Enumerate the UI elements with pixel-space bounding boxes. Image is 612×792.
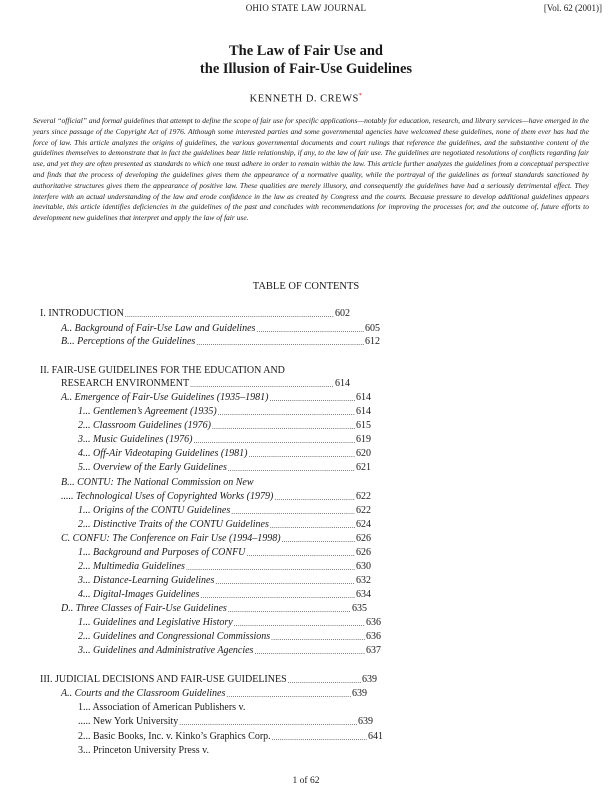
toc-dot-leader [231, 505, 355, 517]
toc-entry [61, 392, 371, 404]
toc-entry-text: 5... Overview of the Early Guidelines [78, 462, 227, 473]
toc-page-number: 639 [362, 674, 377, 685]
toc-entry-text: II. FAIR-USE GUIDELINES FOR THE EDUCATION AND [40, 365, 285, 376]
toc-entry [78, 462, 371, 474]
toc-entry [78, 645, 381, 657]
author-footnote-link[interactable]: * [358, 93, 363, 99]
toc-page-number: 636 [366, 617, 381, 628]
toc-entry-text: 1... Guidelines and Legislative History [78, 617, 233, 628]
toc-entry-text: A.. Courts and the Classroom Guidelines [61, 688, 226, 699]
toc-dot-leader [125, 308, 334, 320]
toc-entry-text: ..... New York University [78, 716, 179, 727]
toc-entry-text: A.. Background of Fair-Use Law and Guidelines [61, 323, 256, 334]
toc-page-number: 636 [366, 631, 381, 642]
toc-entry [40, 365, 380, 377]
abstract: Several “official” and formal guidelines that attempt to define the scope of fair use for specific applications—notably for education, research, and library services—have emerged in the years since passage of the Copyright Act of 1976. Although some interested parties and some governmental agencies have welcomed these guidelines, none of them ever has had the force of law. This article analyzes the origins of guidelines, the various governmental documents and court rulings that reference the guidelines, and the substantive content of the guidelines themselves to demonstrate that in fact the guidelines bear little relationship, if any, to the law of fair use. The guidelines are negotiated resolutions of conflicts regarding fair use, and yet they are often presented as standards to which one must adhere in order to remain within the law. This article further analyzes the guidelines from a conceptual perspective and finds that the process of developing the guidelines gives them the appearance of a normative quality, while the portrayal of the guidelines as formal standards sanctioned by authoritative structures gives them the appearance of positive law. These qualities are merely illusory, and consequently the guidelines have had a seriously detrimental effect. They interfere with an actual understanding of the law and erode confidence in the law as created by Congress and the courts. Because pressure to develop additional guidelines appears inevitable, this article identifies deficiencies in the guidelines of the past and concludes with recommendations for improving the processes for, and the outcome of, future efforts to development new guidelines that interpret and apply the law of fair use. [33, 116, 589, 223]
toc-dot-leader [270, 519, 355, 531]
toc-page-number: 602 [335, 308, 350, 319]
toc-entry [61, 336, 380, 348]
toc-dot-leader [234, 617, 365, 629]
volume-info: [Vol. 62 (2001)] [543, 3, 602, 13]
journal-name: OHIO STATE LAW JOURNAL [245, 3, 367, 13]
toc-entry-text: B... CONTU: The National Commission on New [61, 477, 254, 488]
toc-entry-text: 4... Off-Air Videotaping Guidelines (1981) [78, 448, 248, 459]
title-line-1: The Law of Fair Use and [228, 43, 383, 59]
toc-page-number: 621 [356, 462, 371, 473]
toc-dot-leader [212, 420, 355, 432]
toc-entry-text: 3... Guidelines and Administrative Agencies [78, 645, 254, 656]
toc-entry-text: 3... Distance-Learning Guidelines [78, 575, 215, 586]
toc-entry [78, 731, 383, 743]
toc-page-number: 619 [356, 434, 371, 445]
toc-entry [78, 716, 373, 728]
toc-entry-text: III. JUDICIAL DECISIONS AND FAIR-USE GUIDELINES [40, 674, 287, 685]
toc-dot-leader [246, 547, 355, 559]
toc-dot-leader [200, 589, 355, 601]
toc-entry-text: 2... Basic Books, Inc. v. Kinko’s Graphics Corp. [78, 731, 271, 742]
toc-entry [78, 505, 371, 517]
toc-entry-text: D.. Three Classes of Fair-Use Guidelines [61, 603, 227, 614]
toc-entry-text: RESEARCH ENVIRONMENT [61, 378, 190, 389]
toc-page-number: 626 [356, 533, 371, 544]
toc-dot-leader [190, 378, 334, 390]
toc-entry [61, 688, 367, 700]
toc-page-number: 605 [365, 323, 380, 334]
toc-dot-leader [196, 336, 364, 348]
toc-page-number: 612 [365, 336, 380, 347]
toc-dot-leader [288, 674, 361, 686]
toc-entry-text: 2... Distinctive Traits of the CONTU Guidelines [78, 519, 269, 530]
toc-entry [61, 323, 380, 335]
toc-dot-leader [274, 491, 355, 503]
toc-entry [78, 547, 371, 559]
toc-dot-leader [186, 561, 355, 573]
toc-entry [78, 406, 371, 418]
toc-page-number: 626 [356, 547, 371, 558]
toc-entry [61, 603, 367, 615]
toc-dot-leader [272, 731, 367, 743]
toc-entry-text: 1... Association of American Publishers v. [78, 702, 246, 713]
toc-entry-text: A.. Emergence of Fair-Use Guidelines (1935–1981) [61, 392, 269, 403]
toc-dot-leader [226, 688, 351, 700]
toc-heading: TABLE OF CONTENTS [252, 281, 360, 292]
toc-page-number: 624 [356, 519, 371, 530]
toc-entry [61, 491, 371, 503]
toc-entry-text: 2... Guidelines and Congressional Commissions [78, 631, 271, 642]
toc-entry [78, 519, 371, 531]
toc-dot-leader [218, 406, 355, 418]
article-title [0, 42, 612, 78]
toc-entry-text: C. CONFU: The Conference on Fair Use (1994–1998) [61, 533, 281, 544]
toc-page-number: 639 [358, 716, 373, 727]
toc-page-number: 622 [356, 491, 371, 502]
toc-dot-leader [271, 631, 365, 643]
toc-entry [78, 631, 381, 643]
toc-dot-leader [179, 716, 357, 728]
toc-dot-leader [256, 323, 364, 335]
toc-entry [61, 477, 361, 489]
toc-entry-text: 2... Classroom Guidelines (1976) [78, 420, 211, 431]
toc-page-number: 637 [366, 645, 381, 656]
title-line-2: the Illusion of Fair-Use Guidelines [199, 61, 413, 77]
toc-page-number: 639 [352, 688, 367, 699]
toc-entry [78, 575, 371, 587]
toc-entry [40, 674, 377, 686]
toc-page-number: 630 [356, 561, 371, 572]
toc-entry-text: B... Perceptions of the Guidelines [61, 336, 196, 347]
toc-entry-text: I. INTRODUCTION [40, 308, 124, 319]
toc-entry [78, 448, 371, 460]
toc-dot-leader [282, 533, 355, 545]
toc-entry [78, 589, 371, 601]
toc-dot-leader [228, 603, 351, 615]
toc-entry-text: 3... Music Guidelines (1976) [78, 434, 193, 445]
toc-entry [78, 420, 371, 432]
toc-dot-leader [193, 434, 355, 446]
toc-entry [40, 308, 350, 320]
toc-dot-leader [254, 645, 365, 657]
toc-entry-text: ..... Technological Uses of Copyrighted Works (1979) [61, 491, 274, 502]
toc-dot-leader [228, 462, 355, 474]
toc-page-number: 635 [352, 603, 367, 614]
toc-page-number: 614 [356, 406, 371, 417]
toc-entry [78, 617, 381, 629]
toc-page-number: 632 [356, 575, 371, 586]
toc-page-number: 620 [356, 448, 371, 459]
toc-entry [78, 745, 368, 757]
toc-entry [61, 378, 350, 390]
toc-entry-text: 4... Digital-Images Guidelines [78, 589, 200, 600]
author-byline [0, 93, 612, 105]
toc-entry [61, 533, 371, 545]
toc-entry [78, 561, 371, 573]
page-indicator: 1 of 62 [292, 776, 320, 786]
toc-page-number: 641 [368, 731, 383, 742]
toc-dot-leader [215, 575, 355, 587]
toc-entry-text: 2... Multimedia Guidelines [78, 561, 185, 572]
toc-page-number: 622 [356, 505, 371, 516]
toc-page-number: 614 [335, 378, 350, 389]
author-name: KENNETH D. CREWS [249, 93, 359, 105]
toc-entry-text: 3... Princeton University Press v. [78, 745, 210, 756]
running-header [0, 2, 612, 14]
toc-page-number: 614 [356, 392, 371, 403]
toc-entry [78, 434, 371, 446]
toc-entry-text: 1... Gentlemen’s Agreement (1935) [78, 406, 217, 417]
toc-page-number: 615 [356, 420, 371, 431]
toc-entry-text: 1... Origins of the CONTU Guidelines [78, 505, 231, 516]
toc-dot-leader [249, 448, 355, 460]
toc-entry [78, 702, 368, 714]
toc-dot-leader [269, 392, 355, 404]
toc-entry-text: 1... Background and Purposes of CONFU [78, 547, 246, 558]
toc-page-number: 634 [356, 589, 371, 600]
